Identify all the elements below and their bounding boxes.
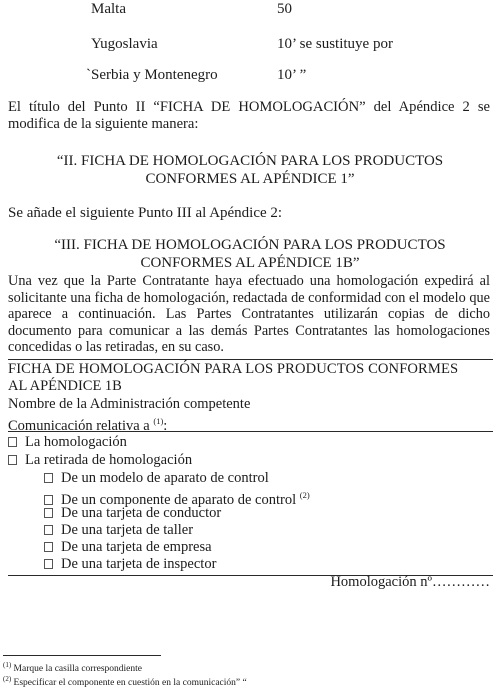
footnote: $^{(2)}$ Especificar el componente en cuestión en la comunicación” “	[3, 675, 247, 688]
footnote-rule	[3, 655, 161, 656]
sub-option-company-card[interactable]: De una tarjeta de empresa	[44, 539, 212, 556]
checkbox[interactable]	[44, 495, 53, 505]
footnote-ref: (1)	[153, 416, 164, 426]
form-rule	[8, 431, 493, 432]
form-title-line1: FICHA DE HOMOLOGACIÓN PARA LOS PRODUCTOS CONFORMES	[8, 361, 459, 377]
point-three-heading-line1: “III. FICHA DE HOMOLOGACIÓN PARA LOS PRODUCTOS	[54, 237, 446, 253]
sub-option-driver-card[interactable]: De una tarjeta de conductor	[44, 505, 221, 522]
checkbox[interactable]	[8, 437, 17, 447]
country-value: 10’ ”	[277, 67, 307, 83]
approval-number: Homologación nº…………	[330, 574, 490, 590]
sub-option-inspector-card[interactable]: De una tarjeta de inspector	[44, 556, 216, 573]
sub-option-workshop-card[interactable]: De una tarjeta de taller	[44, 522, 193, 539]
country-name: `Serbia y Montenegro	[86, 67, 218, 83]
form-title-line2: AL APÉNDICE 1B	[8, 378, 122, 394]
checkbox[interactable]	[44, 525, 53, 535]
sub-option-control-device-component[interactable]: De un componente de aparato de control $^{(2)}$	[44, 487, 310, 509]
point-two-heading-line1: “II. FICHA DE HOMOLOGACIÓN PARA LOS PRODUCTOS	[56, 153, 444, 169]
body-paragraph: Una vez que la Parte Contratante haya efectuado una homologación expedirá al solicitante una ficha de homologación, redactada de conformidad con el modelo que aparece a continuación. Las Partes Contratantes utilizarán copias de dicho documento para comunicar a las demás Partes Contratantes las homologaciones concedidas o las retiradas, en su caso.	[8, 273, 490, 356]
country-name: Malta	[91, 1, 126, 17]
checkbox[interactable]	[44, 473, 53, 483]
communication-label: Comunicación relativa a $^{(1)}$:	[8, 416, 168, 434]
country-value: 10’ se sustituye por	[277, 36, 393, 52]
option-homologation[interactable]: La homologación	[8, 434, 127, 451]
checkbox[interactable]	[44, 559, 53, 569]
point-two-heading-line2: CONFORMES AL APÉNDICE 1”	[145, 171, 355, 187]
admin-name-label: Nombre de la Administración competente	[8, 396, 251, 412]
checkbox[interactable]	[44, 542, 53, 552]
checkbox[interactable]	[44, 508, 53, 518]
title-modification-paragraph: El título del Punto II “FICHA DE HOMOLOGACIÓN” del Apéndice 2 se modifica de la siguiente manera:	[8, 99, 490, 132]
sub-option-control-device-model[interactable]: De un modelo de aparato de control	[44, 470, 269, 487]
option-withdrawal[interactable]: La retirada de homologación	[8, 452, 192, 469]
form-top-rule	[8, 359, 493, 360]
country-name: Yugoslavia	[91, 36, 158, 52]
footnote-ref: (2)	[299, 490, 310, 500]
point-three-heading-line2: CONFORMES AL APÉNDICE 1B”	[140, 255, 360, 271]
country-value: 50	[277, 1, 292, 17]
checkbox[interactable]	[8, 455, 17, 465]
footnote: $^{(1)}$ Marque la casilla correspondiente	[3, 661, 143, 674]
add-point-line: Se añade el siguiente Punto III al Apéndice 2:	[8, 205, 283, 221]
